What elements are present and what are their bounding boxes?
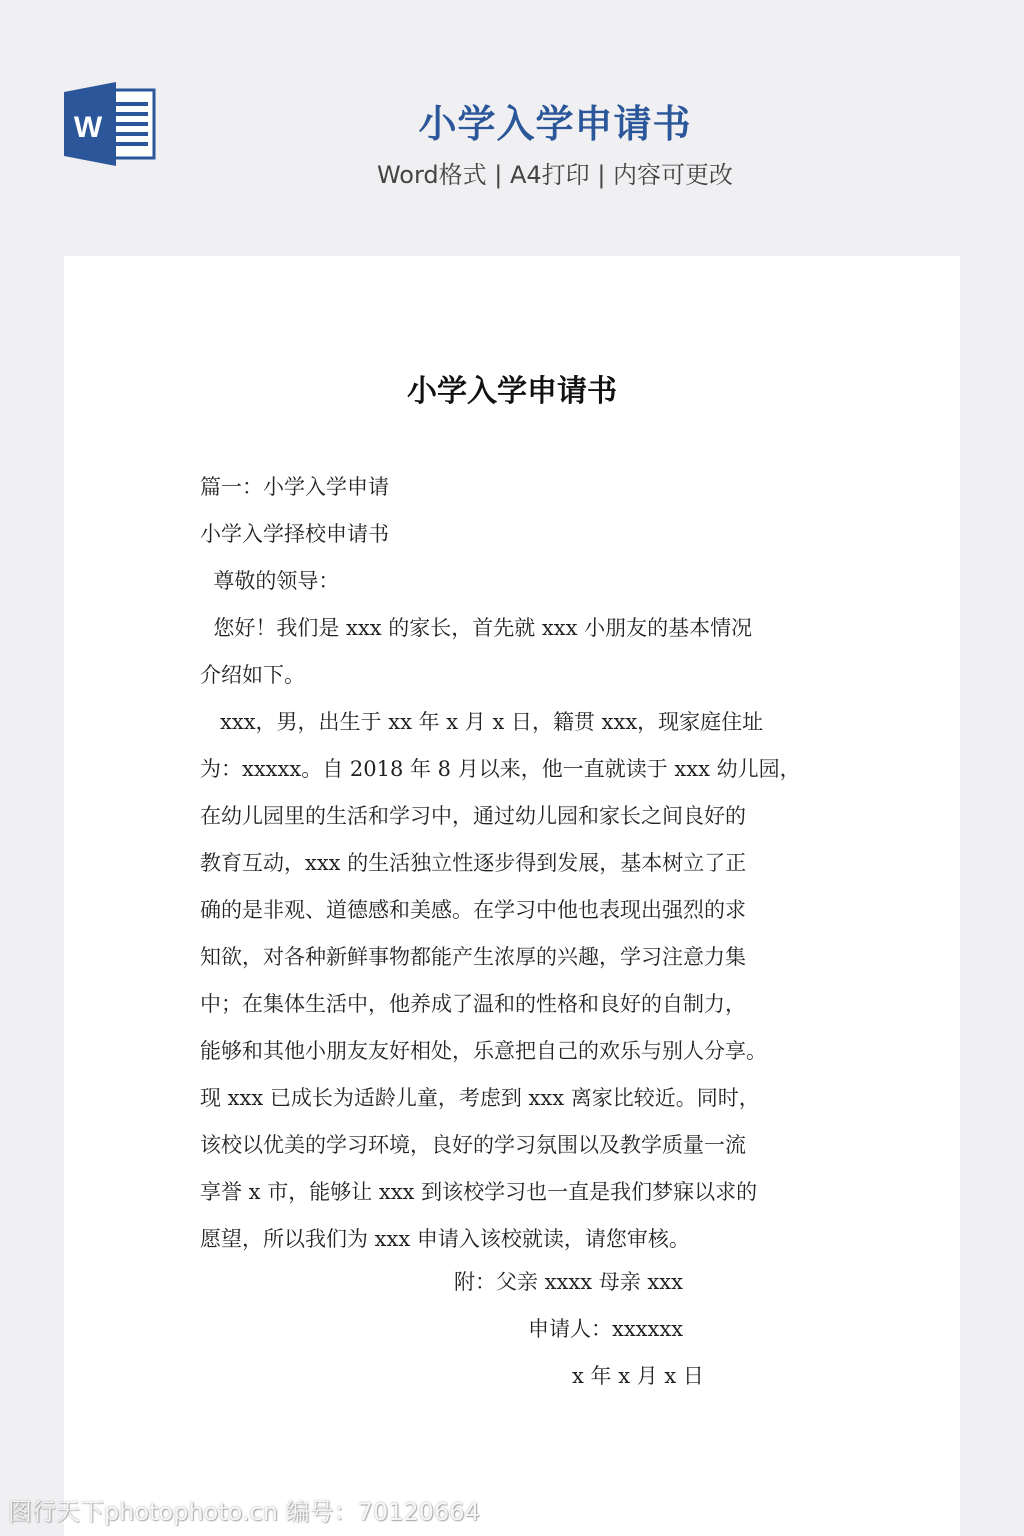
- body-line: 您好！我们是 xxx 的家长，首先就 xxx 小朋友的基本情况: [200, 616, 753, 640]
- document-title: 小学入学申请书: [407, 374, 617, 409]
- body-line: 能够和其他小朋友友好相处，乐意把自己的欢乐与别人分享。: [200, 1039, 767, 1063]
- attachment-line: 附：父亲 xxxx 母亲 xxx: [454, 1270, 683, 1294]
- header-subtitle: Word格式 | A4打印 | 内容可更改: [376, 161, 734, 189]
- body-line: 享誉 x 市，能够让 xxx 到该校学习也一直是我们梦寐以求的: [200, 1180, 758, 1204]
- document-page: [64, 256, 960, 1536]
- body-line: 在幼儿园里的生活和学习中，通过幼儿园和家长之间良好的: [200, 804, 746, 828]
- body-line: 篇一：小学入学申请: [200, 475, 389, 499]
- body-line: 教育互动，xxx 的生活独立性逐步得到发展，基本树立了正: [200, 851, 747, 875]
- word-icon: [64, 82, 158, 166]
- body-line: 确的是非观、道德感和美感。在学习中他也表现出强烈的求: [200, 898, 746, 922]
- body-line: 愿望，所以我们为 xxx 申请入该校就读，请您审核。: [200, 1227, 690, 1251]
- header: [0, 0, 1024, 256]
- word-icon-letter: W: [73, 111, 103, 144]
- date-line: x 年 x 月 x 日: [572, 1364, 704, 1388]
- header-title: 小学入学申请书: [418, 102, 692, 146]
- body-line: 介绍如下。: [200, 663, 305, 687]
- body-line: 知欲，对各种新鲜事物都能产生浓厚的兴趣，学习注意力集: [200, 945, 746, 969]
- body-line: 小学入学择校申请书: [200, 522, 389, 546]
- applicant-line: 申请人：xxxxxx: [528, 1317, 684, 1341]
- body-line: xxx，男，出生于 xx 年 x 月 x 日，籍贯 xxx，现家庭住址: [200, 710, 764, 734]
- body-line: 现 xxx 已成长为适龄儿童，考虑到 xxx 离家比较近。同时，: [200, 1086, 760, 1110]
- watermark: 图行天下photophoto.cn 编号：70120664: [8, 1498, 480, 1526]
- body-line: 尊敬的领导：: [200, 569, 340, 593]
- body-line: 为：xxxxx。自 2018 年 8 月以来，他一直就读于 xxx 幼儿园，: [200, 757, 801, 781]
- body-line: 中；在集体生活中，他养成了温和的性格和良好的自制力，: [200, 992, 746, 1016]
- document-body: [200, 464, 850, 1263]
- body-line: 该校以优美的学习环境，良好的学习氛围以及教学质量一流: [200, 1133, 746, 1157]
